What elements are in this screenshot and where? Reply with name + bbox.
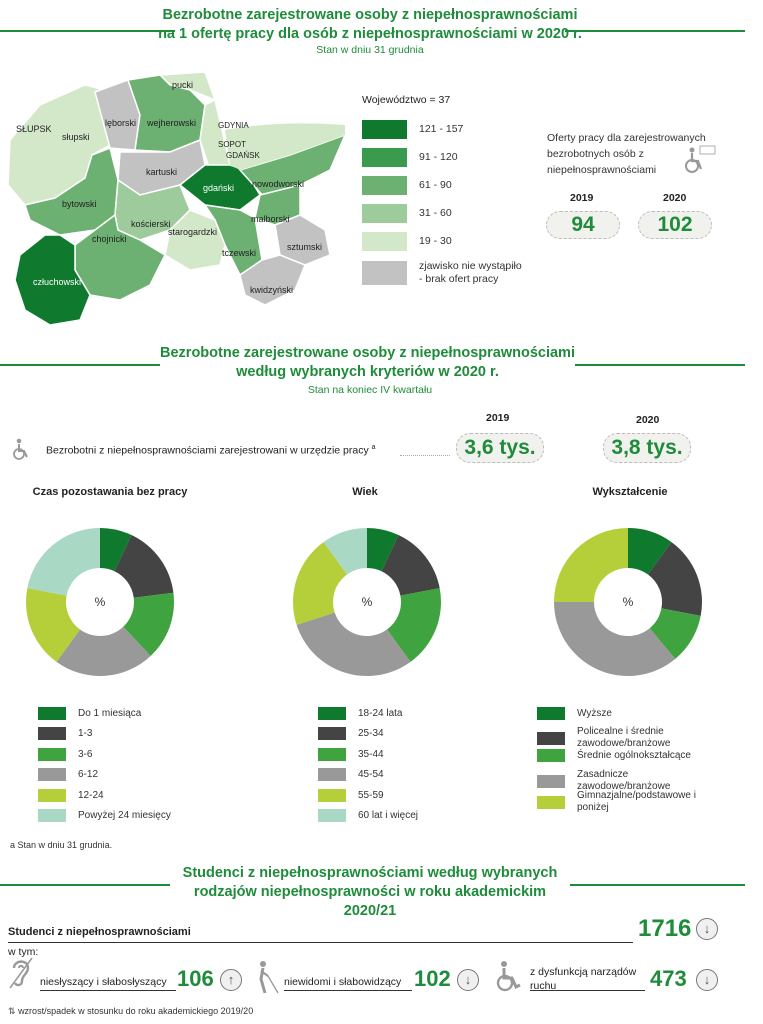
item3-trend-down-icon: ↓ [696, 969, 718, 991]
item3-label: z dysfunkcją narządów ruchu [530, 966, 637, 992]
map-legend-swatch [362, 148, 407, 167]
wheelchair-small-icon [12, 438, 32, 460]
donut-slice [554, 602, 675, 676]
header-rule-right-2 [575, 364, 745, 366]
section3-title-line1: Studenci z niepełnosprawnościami według wybranych [182, 865, 558, 881]
chart-legend-item [318, 809, 418, 822]
item2-rule [284, 990, 412, 991]
header-rule-right-3 [570, 884, 745, 886]
chart-legend-item [38, 768, 98, 781]
item1-trend-up-icon: ↑ [220, 969, 242, 991]
chart1-title: Czas pozostawania bez pracy [32, 486, 188, 498]
item1-label: niesłyszący i słabosłyszący [40, 976, 167, 988]
map-label-starogardzki: starogardzki [168, 227, 218, 237]
section1-title [150, 6, 590, 44]
map-legend-item [362, 176, 452, 195]
chart-legend-item [537, 726, 717, 750]
registered-year2: 2020 [636, 414, 660, 426]
blind-person-icon [252, 960, 280, 994]
chart-legend-label: 1-3 [78, 727, 93, 739]
item2-value: 102 [414, 966, 451, 991]
chart-legend-swatch [318, 707, 346, 720]
map-label-malborski: malborski [251, 214, 290, 224]
wheelchair-icon [684, 145, 716, 175]
chart-legend-item [318, 707, 402, 720]
chart-legend-label: Policealne i średnie zawodowe/branżowe [577, 726, 671, 749]
header-rule-left-3 [0, 884, 170, 886]
map-legend-label: 91 - 120 [419, 151, 458, 163]
item1-value: 106 [177, 966, 214, 991]
students-trend-down-icon: ↓ [696, 918, 718, 940]
chart-legend-swatch [537, 732, 565, 745]
chart-legend-swatch [38, 809, 66, 822]
donut-center-label: % [94, 595, 106, 609]
chart-legend-label: 60 lat i więcej [358, 809, 419, 821]
registered-value2: 3,8 tys. [603, 433, 691, 463]
chart-legend-label: Średnie ogólnokształcące [577, 749, 691, 761]
chart-legend-label: Gimnazjalne/podstawowe i poniżej [577, 790, 696, 813]
section1-subtitle: Stan w dniu 31 grudnia [316, 44, 424, 56]
chart-legend-item [537, 707, 717, 720]
up-down-arrows-icon: ⇅ [8, 1006, 16, 1016]
map-label-kartuski: kartuski [146, 167, 178, 177]
map-label-gdynia: GDYNIA [218, 121, 249, 130]
chart-legend-swatch [537, 749, 565, 762]
section2-subtitle: Stan na koniec IV kwartału [307, 384, 433, 396]
map-legend-swatch [362, 261, 407, 285]
registered-dots [400, 455, 450, 456]
map-label-slupsk: SŁUPSK [16, 124, 52, 134]
map-label-koscierski: kościerski [131, 219, 171, 229]
registered-label [46, 444, 376, 457]
map-legend-label: 19 - 30 [419, 235, 452, 247]
item3-rule [530, 990, 645, 991]
chart-legend-swatch [38, 707, 66, 720]
section2-title-line1: Bezrobotne zarejestrowane osoby z niepełnosprawnościami [160, 345, 575, 361]
map-legend-item [362, 232, 452, 251]
chart-legend-item [38, 748, 92, 761]
chart-legend-label: 12-24 [78, 789, 104, 801]
map-label-slupski: słupski [62, 132, 90, 142]
chart-legend-label: 25-34 [358, 727, 384, 739]
chart-legend-swatch [318, 809, 346, 822]
map-label-chojnicki: chojnicki [92, 234, 127, 244]
chart-legend-swatch [318, 727, 346, 740]
item1-rule [40, 990, 176, 991]
chart-legend-item [38, 727, 92, 740]
map-label-tczewski: tczewski [222, 248, 257, 258]
offers-year1: 2019 [570, 192, 594, 204]
ear-icon [8, 956, 34, 990]
registered-footnote-mark: a [371, 444, 376, 451]
chart-legend-item [318, 789, 384, 802]
chart-legend-swatch [38, 789, 66, 802]
map-legend-item [362, 260, 522, 286]
chart-legend-item [38, 789, 104, 802]
chart-legend-swatch [318, 748, 346, 761]
map-legend-header: Województwo = 37 [362, 94, 451, 106]
map-legend-label: zjawisko nie wystąpiło - brak ofert pracy [419, 260, 522, 285]
registered-value1: 3,6 tys. [456, 433, 544, 463]
map-legend-swatch [362, 176, 407, 195]
chart3-title: Wykształcenie [592, 486, 668, 498]
chart-legend-label: Wyższe [577, 707, 612, 719]
map-label-gdansk: GDAŃSK [226, 151, 260, 160]
donut-center-label: % [622, 595, 634, 609]
chart-legend-swatch [537, 796, 565, 809]
donut-center-label: % [361, 595, 373, 609]
donut-chart-age [287, 522, 447, 682]
chart-legend-swatch [318, 768, 346, 781]
map-label-leborski: lęborski [105, 118, 137, 128]
chart-legend-item [537, 790, 717, 814]
map-label-pucki: pucki [172, 80, 194, 90]
including-label: w tym: [8, 946, 39, 958]
trend-note-text: wzrost/spadek w stosunku do roku akademickiego 2019/20 [18, 1006, 254, 1016]
map-legend-label: 61 - 90 [419, 179, 452, 191]
item3-value: 473 [650, 966, 687, 991]
chart-legend-swatch [38, 748, 66, 761]
donut-slice [554, 528, 628, 602]
map-label-bytowski: bytowski [62, 199, 97, 209]
header-rule-left-2 [0, 364, 160, 366]
trend-note [8, 1006, 253, 1017]
chart2-title: Wiek [352, 486, 378, 498]
chart-legend-item [318, 727, 384, 740]
donut-slice [297, 613, 411, 676]
map-label-nowodworski: nowodworski [252, 179, 305, 189]
map-label-wejherowski: wejherowski [147, 118, 197, 128]
donut-slice [27, 528, 100, 596]
pomorskie-map [0, 70, 345, 335]
chart-legend-label: 35-44 [358, 748, 384, 760]
header-rule-right-1 [565, 30, 745, 32]
chart-legend-label: 45-54 [358, 768, 384, 780]
offers-value2: 102 [638, 211, 712, 239]
students-label: Studenci z niepełnosprawnościami [8, 926, 191, 938]
item2-trend-down-icon: ↓ [457, 969, 479, 991]
chart-legend-item [318, 748, 384, 761]
donut-chart-time-without-work [20, 522, 180, 682]
chart-legend-label: 3-6 [78, 748, 93, 760]
map-legend-swatch [362, 204, 407, 223]
map-legend-swatch [362, 120, 407, 139]
section2-title-line2: według wybranych kryteriów w 2020 r. [236, 364, 499, 380]
chart-legend-label: Powyżej 24 miesięcy [78, 809, 171, 821]
chart-legend-swatch [38, 727, 66, 740]
chart-legend-label: Do 1 miesiąca [78, 707, 142, 719]
section3-title-line2: rodzajów niepełnosprawności w roku akademickim 2020/21 [193, 884, 547, 919]
wheelchair-item-icon [494, 960, 524, 992]
chart-legend-item [38, 707, 141, 720]
section3-title [170, 864, 570, 921]
students-rule [8, 942, 633, 943]
header-rule-left-1 [0, 30, 175, 32]
section1-title-line2: na 1 ofertę pracy dla osób z niepełnosprawnościami w 2020 r. [158, 26, 582, 42]
offers-year2: 2020 [663, 192, 687, 204]
offers-value1: 94 [546, 211, 620, 239]
map-legend-item [362, 204, 452, 223]
section1-title-line1: Bezrobotne zarejestrowane osoby z niepełnosprawnościami [162, 7, 578, 23]
chart-legend-swatch [318, 789, 346, 802]
registered-label-text: Bezrobotni z niepełnosprawnościami zarejestrowani w urzędzie pracy [46, 444, 369, 457]
map-label-gdanski: gdański [203, 183, 235, 193]
map-legend-swatch [362, 232, 407, 251]
item2-label: niewidomi i słabowidzący [284, 976, 402, 988]
chart-legend-label: 18-24 lata [358, 707, 403, 719]
map-label-kwidzynski: kwidzyński [250, 285, 294, 295]
map-legend-label: 31 - 60 [419, 207, 452, 219]
offers-label: Oferty pracy dla zarejestrowanych bezrobotnych osób z niepełnosprawnościami [547, 132, 706, 176]
map-label-sopot: SOPOT [218, 140, 247, 149]
chart-legend-swatch [537, 707, 565, 720]
map-label-czluchowski: człuchowski [33, 277, 82, 287]
section2-title [160, 344, 575, 382]
chart-legend-item [318, 768, 384, 781]
map-legend-item [362, 120, 463, 139]
chart-legend-label: Zasadnicze zawodowe/branżowe [577, 769, 671, 792]
map-legend-item [362, 148, 458, 167]
footnote: a Stan w dniu 31 grudnia. [10, 840, 113, 850]
students-value: 1716 [638, 915, 692, 942]
chart-legend-label: 6-12 [78, 768, 99, 780]
registered-year1: 2019 [486, 412, 510, 424]
chart-legend-swatch [537, 775, 565, 788]
chart-legend-label: 55-59 [358, 789, 384, 801]
map-legend-label: 121 - 157 [419, 123, 464, 135]
chart-legend-item [537, 749, 717, 762]
map-label-sztumski: sztumski [287, 242, 323, 252]
chart-legend-item [38, 809, 171, 822]
chart-legend-swatch [38, 768, 66, 781]
donut-chart-education [548, 522, 708, 682]
